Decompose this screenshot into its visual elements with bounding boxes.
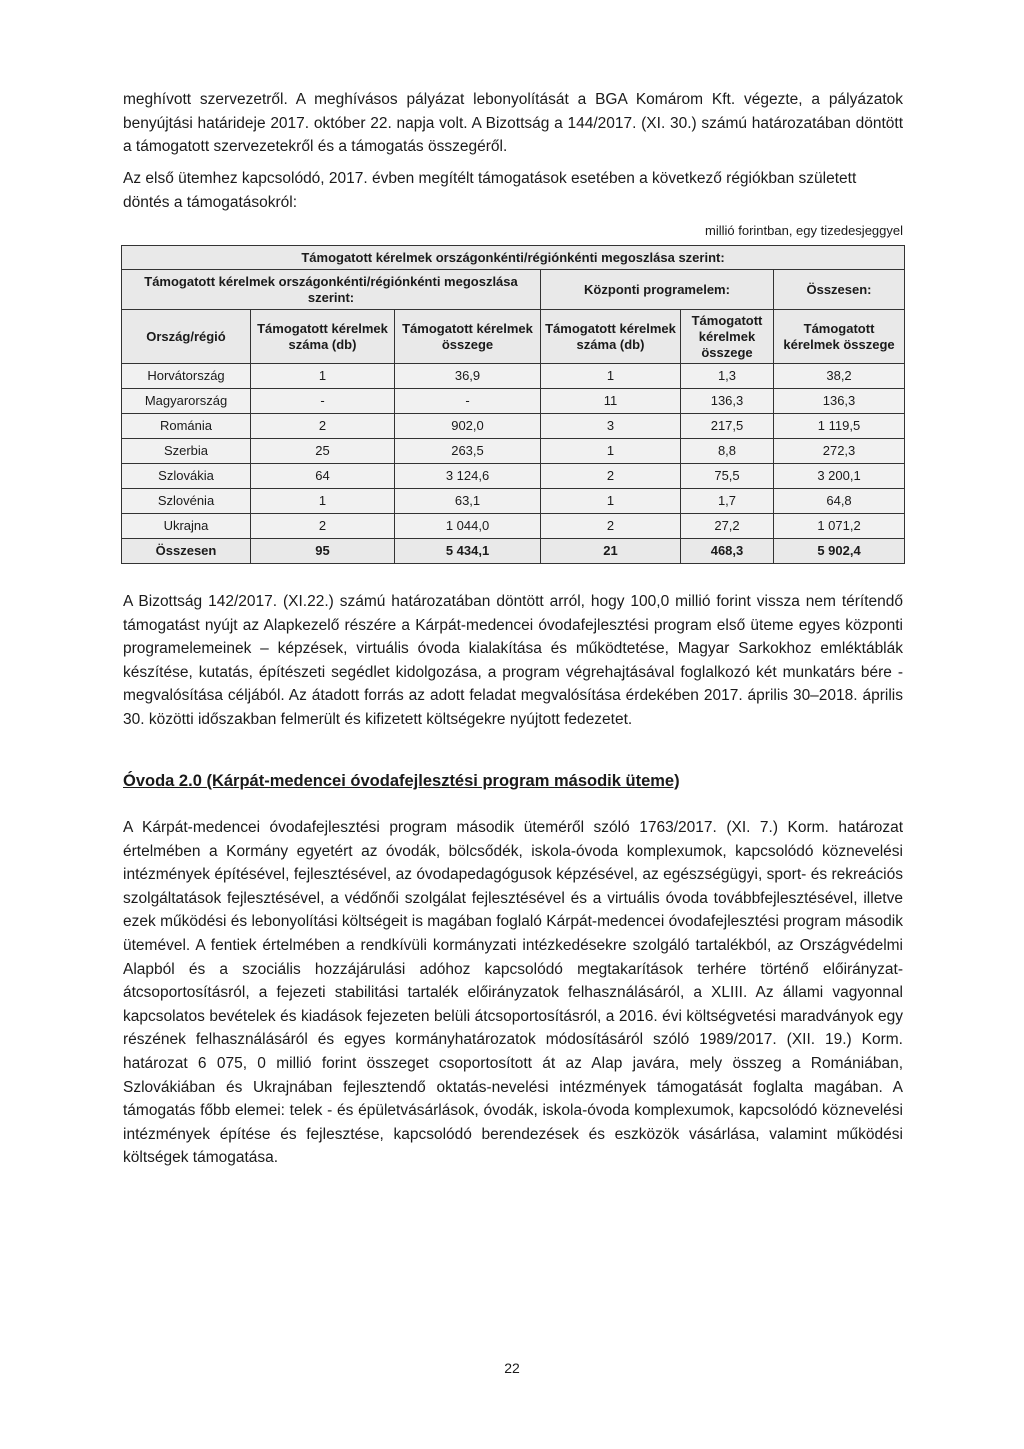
cell-central-count: 1 <box>541 364 681 389</box>
table-row <box>122 389 905 414</box>
cell-count: 2 <box>251 414 395 439</box>
cell-central-amount: 27,2 <box>681 514 774 539</box>
cell-amount: - <box>395 389 541 414</box>
cell-total-amount: 38,2 <box>774 364 905 389</box>
cell-total-amount: 3 200,1 <box>774 464 905 489</box>
table-row <box>122 439 905 464</box>
cell-amount: 63,1 <box>395 489 541 514</box>
cell-country: Szerbia <box>122 439 251 464</box>
table-top-header: Támogatott kérelmek országonkénti/régiónkénti megoszlása szerint: <box>122 246 905 270</box>
intro-paragraph-2: Az első ütemhez kapcsolódó, 2017. évben megítélt támogatások esetében a következő régiókban született döntés a támogatásokról: <box>123 170 857 211</box>
cell-total-label: Összesen <box>122 539 251 564</box>
col-header-central-amount: Támogatott kérelmek összege <box>681 310 774 364</box>
col-header-count: Támogatott kérelmek száma (db) <box>251 310 395 364</box>
group-header-central: Központi programelem: <box>541 270 774 310</box>
cell-central-count: 2 <box>541 514 681 539</box>
cell-central-amount: 75,5 <box>681 464 774 489</box>
intro-paragraph-1: meghívott szervezetről. A meghívásos pályázat lebonyolítását a BGA Komárom Kft. végezte, a pályázatok benyújtási határideje 2017. október 22. napja volt. A Bizottság a 144/2017. (XI. 30.) számú határozatában döntött a támogatott szervezetekről és a támogatás összegéről. <box>123 91 903 156</box>
cell-country: Horvátország <box>122 364 251 389</box>
cell-count: 1 <box>251 489 395 514</box>
cell-central-amount: 136,3 <box>681 389 774 414</box>
table-row <box>122 364 905 389</box>
cell-total-amount: 1 071,2 <box>774 514 905 539</box>
cell-country: Ukrajna <box>122 514 251 539</box>
group-header-countries: Támogatott kérelmek országonkénti/régiónkénti megoszlása szerint: <box>122 270 541 310</box>
cell-central-count: 1 <box>541 439 681 464</box>
cell-central-count: 3 <box>541 414 681 439</box>
cell-amount: 902,0 <box>395 414 541 439</box>
cell-total-amount-sum: 5 434,1 <box>395 539 541 564</box>
regional-support-table <box>121 245 905 564</box>
cell-total-central-count: 21 <box>541 539 681 564</box>
cell-count: 25 <box>251 439 395 464</box>
page-number: 22 <box>504 1360 520 1376</box>
cell-total-count: 95 <box>251 539 395 564</box>
section-heading: Óvoda 2.0 (Kárpát-medencei óvodafejlesztési program második üteme) <box>123 772 680 790</box>
cell-central-amount: 1,7 <box>681 489 774 514</box>
cell-amount: 1 044,0 <box>395 514 541 539</box>
cell-country: Magyarország <box>122 389 251 414</box>
cell-central-amount: 1,3 <box>681 364 774 389</box>
cell-central-amount: 8,8 <box>681 439 774 464</box>
cell-country: Románia <box>122 414 251 439</box>
table-row <box>122 489 905 514</box>
col-header-amount: Támogatott kérelmek összege <box>395 310 541 364</box>
table-row <box>122 464 905 489</box>
cell-country: Szlovénia <box>122 489 251 514</box>
cell-central-amount: 217,5 <box>681 414 774 439</box>
group-header-total: Összesen: <box>774 270 905 310</box>
cell-central-count: 1 <box>541 489 681 514</box>
col-header-country: Ország/régió <box>122 310 251 364</box>
cell-amount: 263,5 <box>395 439 541 464</box>
cell-country: Szlovákia <box>122 464 251 489</box>
table-total-row <box>122 539 905 564</box>
cell-amount: 3 124,6 <box>395 464 541 489</box>
section-paragraph: A Kárpát-medencei óvodafejlesztési program második üteméről szóló 1763/2017. (XI. 7.) Korm. határozat értelmében a Kormány egyetért az óvodák, bölcsődék, iskola-óvoda komplexumok, kapcsolódó köznevelési intézmények építésével, fejlesztésével, az óvodapedagógusok képzésével, az egészségügyi, sport- és rekreációs szolgáltatások fejlesztésével, a védőnői szolgálat fejlesztésével és a virtuális óvoda továbbfejlesztésével, illetve ezek működési és lebonyolítási költségeit is magában foglaló Kárpát-medencei óvodafejlesztési program második ütemével. A fentiek értelmében a rendkívüli kormányzati intézkedésekre szolgáló tartalékból, az Országvédelmi Alapból és a szociális hozzájárulási adóhoz kapcsolódó megtakarítások terhére történő előirányzat-átcsoportosításról, a fejezeti stabilitási tartalék előirányzatok felhasználásáról, a XLIII. Az állami vagyonnal kapcsolatos bevételek és kiadások fejezeten belüli átcsoportosításról, a 2016. évi költségvetési maradványok egy részének felhasználásáról és egyes kormányhatározatok módosításáról szóló 1989/2017. (XII. 19.) Korm. határozat 6 075, 0 millió forint összeget csoportosított át az Alap javára, mely összeg a Romániában, Szlovákiában és Ukrajnában fejlesztendő oktatás-nevelési intézmények támogatását foglalta magában. A támogatás főbb elemei: telek - és épületvásárlások, óvodák, iskola-óvoda komplexumok, kapcsolódó köznevelési intézmények építése és fejlesztése, kapcsolódó berendezések és eszközök vásárlása, valamint működési költségek támogatása. <box>123 819 903 1167</box>
cell-central-count: 2 <box>541 464 681 489</box>
cell-count: 64 <box>251 464 395 489</box>
cell-count: 1 <box>251 364 395 389</box>
table-row <box>122 414 905 439</box>
col-header-total-amount: Támogatott kérelmek összege <box>774 310 905 364</box>
table-column-header-row <box>122 310 905 364</box>
table-group-header-row <box>122 270 905 310</box>
cell-total-amount: 272,3 <box>774 439 905 464</box>
cell-count: - <box>251 389 395 414</box>
cell-amount: 36,9 <box>395 364 541 389</box>
cell-total-amount: 1 119,5 <box>774 414 905 439</box>
cell-count: 2 <box>251 514 395 539</box>
cell-total-central-amount: 468,3 <box>681 539 774 564</box>
table-unit-note: millió forintban, egy tizedesjeggyel <box>705 223 903 238</box>
table-row <box>122 514 905 539</box>
paragraph-after-table: A Bizottság 142/2017. (XI.22.) számú határozatában döntött arról, hogy 100,0 millió forint vissza nem térítendő támogatást nyújt az Alapkezelő részére a Kárpát-medencei óvodafejlesztési program első üteme egyes központi programelemeinek – képzések, virtuális óvoda kialakítása és működtetése, Magyar Sarkokhoz emléktáblák készítése, kutatás, építészeti segédlet kidolgozása, a program végrehajtásával foglalkozó két munkatárs bére - megvalósítása céljából. Az átadott forrás az adott feladat megvalósítása érdekében 2017. április 30–2018. április 30. közötti időszakban felmerült és kifizetett költségekre nyújtott fedezetet. <box>123 593 903 728</box>
cell-grand-total: 5 902,4 <box>774 539 905 564</box>
cell-total-amount: 64,8 <box>774 489 905 514</box>
col-header-central-count: Támogatott kérelmek száma (db) <box>541 310 681 364</box>
cell-total-amount: 136,3 <box>774 389 905 414</box>
table-top-header-row <box>122 246 905 270</box>
cell-central-count: 11 <box>541 389 681 414</box>
